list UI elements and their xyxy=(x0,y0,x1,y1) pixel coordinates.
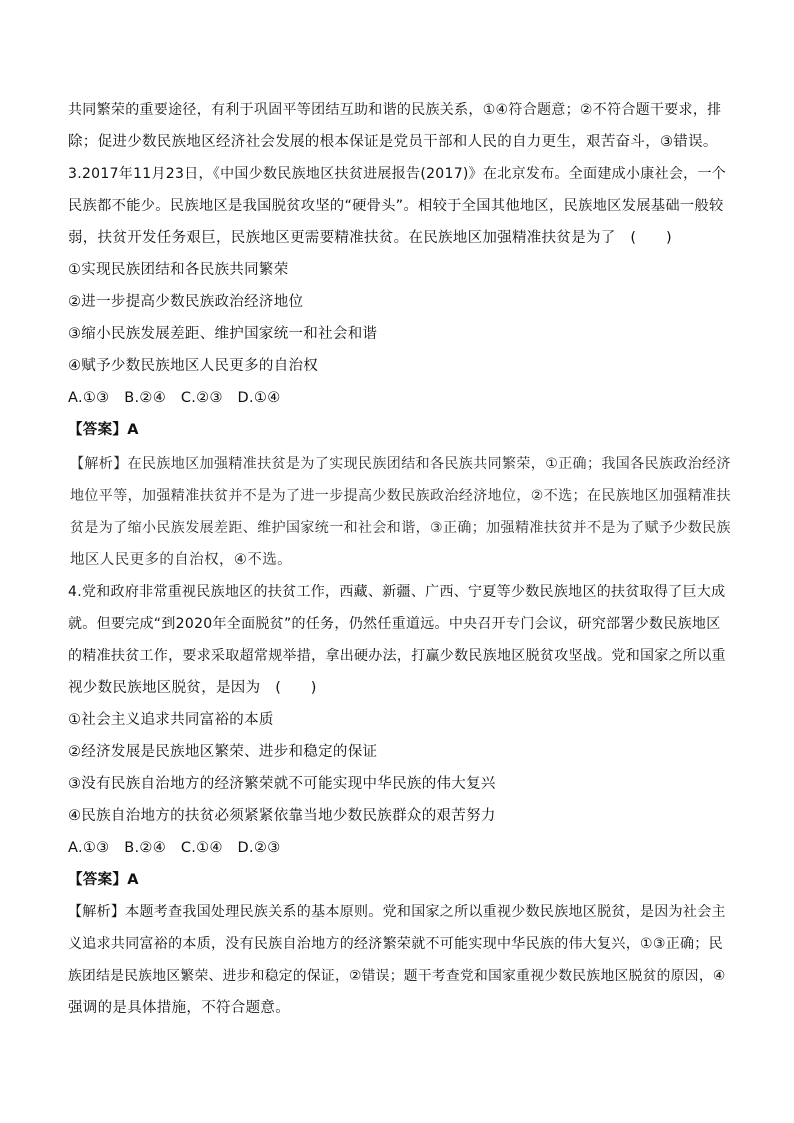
question-3-analysis: 贫是为了缩小民族发展差距、维护国家统一和社会和谐，③正确；加强精准扶贫并不是为了赋予少数民族 xyxy=(70,520,731,536)
question-3-analysis: 【解析】在民族地区加强精准扶贫是为了实现民族团结和各民族共同繁荣，①正确；我国各民族政治经济 xyxy=(70,456,731,472)
question-4-item: ①社会主义追求共同富裕的本质 xyxy=(68,712,274,728)
question-3-item: ③缩小民族发展差距、维护国家统一和社会和谐 xyxy=(68,326,378,342)
question-4-answer: 【答案】A xyxy=(68,872,139,888)
question-3-stem: 3.2017年11月23日，《中国少数民族地区扶贫进展报告(2017)》在北京发布。全面建成小康社会，一个 xyxy=(68,166,727,182)
question-3-stem: 民族都不能少。民族地区是我国脱贫攻坚的“硬骨头”。相较于全国其他地区，民族地区发展基础一般较 xyxy=(68,198,724,214)
paragraph-line: 除；促进少数民族地区经济社会发展的根本保证是党员干部和人民的自力更生，艰苦奋斗，③错误。 xyxy=(68,134,718,150)
question-4-stem: 就。但要完成“到2020年全面脱贫”的任务，仍然任重道远。中央召开专门会议，研究部署少数民族地区 xyxy=(68,616,721,632)
question-3-analysis: 地位平等，加强精准扶贫并不是为了进一步提高少数民族政治经济地位，②不选；在民族地区加强精准扶 xyxy=(70,488,731,504)
question-4-stem: 视少数民族地区脱贫，是因为 ( ) xyxy=(68,680,317,696)
question-3-options: A.①③ B.②④ C.②③ D.①④ xyxy=(68,390,281,406)
question-3-answer: 【答案】A xyxy=(68,422,139,438)
paragraph-line: 共同繁荣的重要途径，有利于巩固平等团结互助和谐的民族关系，①④符合题意；②不符合题干要求，排 xyxy=(68,102,722,118)
question-3-analysis: 地区人民更多的自治权，④不选。 xyxy=(70,552,292,568)
question-3-item: ④赋予少数民族地区人民更多的自治权 xyxy=(68,358,319,374)
question-4-item: ②经济发展是民族地区繁荣、进步和稳定的保证 xyxy=(68,744,378,760)
question-4-item: ③没有民族自治地方的经济繁荣就不可能实现中华民族的伟大复兴 xyxy=(68,776,496,792)
question-4-analysis: 义追求共同富裕的本质，没有民族自治地方的经济繁荣就不可能实现中华民族的伟大复兴，①③正确；民 xyxy=(68,936,723,952)
question-4-analysis: 【解析】本题考查我国处理民族关系的基本原则。党和国家之所以重视少数民族地区脱贫，是因为社会主 xyxy=(68,904,726,920)
question-4-analysis: 族团结是民族地区繁荣、进步和稳定的保证，②错误；题干考查党和国家重视少数民族地区脱贫的原因，④ xyxy=(68,968,726,984)
question-4-stem: 的精准扶贫工作，要求采取超常规举措，拿出硬办法，打赢少数民族地区脱贫攻坚战。党和国家之所以重 xyxy=(68,648,726,664)
question-3-item: ②进一步提高少数民族政治经济地位 xyxy=(68,294,304,310)
question-4-stem: 4.党和政府非常重视民族地区的扶贫工作，西藏、新疆、广西、宁夏等少数民族地区的扶贫取得了巨大成 xyxy=(68,584,726,600)
question-4-analysis: 强调的是具体措施，不符合题意。 xyxy=(68,1000,290,1016)
question-3-item: ①实现民族团结和各民族共同繁荣 xyxy=(68,262,289,278)
question-4-options: A.①③ B.②④ C.①④ D.②③ xyxy=(68,840,281,856)
question-3-stem: 弱，扶贫开发任务艰巨，民族地区更需要精准扶贫。在民族地区加强精准扶贫是为了 ( ) xyxy=(68,230,672,246)
question-4-item: ④民族自治地方的扶贫必须紧紧依靠当地少数民族群众的艰苦努力 xyxy=(68,808,496,824)
